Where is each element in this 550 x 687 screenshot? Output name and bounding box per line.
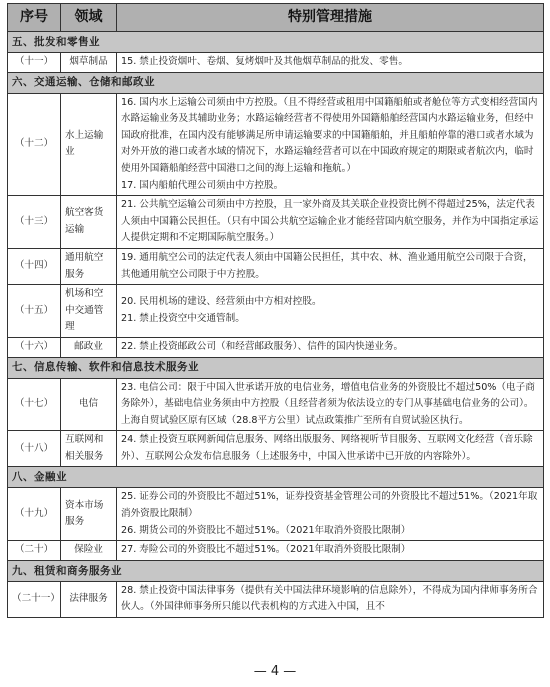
row-seq: （十二）: [8, 93, 61, 196]
row-measures: [117, 196, 544, 249]
section-title: 七、信息传输、软件和信息技术服务业: [8, 357, 544, 378]
table-row: [8, 581, 544, 617]
col-measures-header: 特别管理措施: [117, 4, 544, 32]
row-seq: （二十）: [8, 541, 61, 561]
row-measures: [117, 541, 544, 561]
measure-item: 23. 电信公司：限于中国入世承诺开放的电信业务，增值电信业务的外资股比不超过50%（电子商务除外），基础电信业务须由中方控股（且经营者须为依法设立的专门从事基础电信业务的公司）。上海自贸试验区原有区域（28.8平方公里）试点政策推广至所有自贸试验区执行。: [121, 381, 535, 426]
row-measures: [117, 337, 544, 357]
table-row: [8, 248, 544, 284]
section-row: [8, 467, 544, 488]
measure-item: 20. 民用机场的建设、经营须由中方相对控股。: [121, 296, 322, 308]
measure-item: 19. 通用航空公司的法定代表人须由中国籍公民担任，其中农、林、渔业通用航空公司限于合资，其他通用航空公司限于中方控股。: [121, 251, 533, 280]
table-row: [8, 541, 544, 561]
measure-item: 21. 公共航空运输公司须由中方控股，且一家外商及其关联企业投资比例不得超过25%，法定代表人须由中国籍公民担任。（只有中国公共航空运输企业才能经营国内航空服务，并作为中国指定承运人提供定期和不定期国际航空服务。）: [121, 199, 539, 244]
section-title: 八、金融业: [8, 467, 544, 488]
measures-table: [7, 3, 544, 618]
measure-item: 24. 禁止投资互联网新闻信息服务、网络出版服务、网络视听节目服务、互联网文化经营（音乐除外）、互联网公众发布信息服务（上述服务中，中国入世承诺中已开放的内容除外）。: [121, 434, 533, 462]
measure-item: 26. 期货公司的外资股比不超过51%。（2021年取消外资股比限制）: [121, 524, 411, 536]
row-field: 互联网和相关服务: [61, 431, 117, 467]
row-measures: [117, 93, 544, 196]
row-field: 航空客货运输: [61, 196, 117, 249]
header-row: [8, 4, 544, 32]
row-field: 水上运输业: [61, 93, 117, 196]
row-measures: [117, 285, 544, 338]
row-field: 法律服务: [61, 581, 117, 617]
table-row: [8, 285, 544, 338]
row-field: 通用航空服务: [61, 248, 117, 284]
section-row: [8, 560, 544, 581]
col-field-header: 领域: [61, 4, 117, 32]
table-row: [8, 53, 544, 73]
section-row: [8, 72, 544, 93]
section-title: 九、租赁和商务服务业: [8, 560, 544, 581]
row-seq: （十八）: [8, 431, 61, 467]
section-title: 六、交通运输、仓储和邮政业: [8, 72, 544, 93]
section-row: [8, 32, 544, 53]
row-seq: （十六）: [8, 337, 61, 357]
measure-item: 27. 寿险公司的外资股比不超过51%。（2021年取消外资股比限制）: [121, 544, 411, 556]
row-measures: [117, 53, 544, 73]
table-row: [8, 378, 544, 431]
col-seq-header: 序号: [8, 4, 61, 32]
row-field: 资本市场服务: [61, 488, 117, 541]
row-seq: （十五）: [8, 285, 61, 338]
table-row: [8, 196, 544, 249]
section-row: [8, 357, 544, 378]
table-row: [8, 431, 544, 467]
row-seq: （十四）: [8, 248, 61, 284]
row-measures: [117, 378, 544, 431]
row-field: 烟草制品: [61, 53, 117, 73]
row-measures: [117, 488, 544, 541]
row-field: 电信: [61, 378, 117, 431]
row-seq: （十九）: [8, 488, 61, 541]
row-seq: （十七）: [8, 378, 61, 431]
measure-item: 25. 证券公司的外资股比不超过51%，证券投资基金管理公司的外资股比不超过51%。（2021年取消外资股比限制）: [121, 491, 538, 520]
row-field: 机场和空中交通管理: [61, 285, 117, 338]
measure-item: 21. 禁止投资空中交通管制。: [121, 313, 245, 325]
table-row: [8, 93, 544, 196]
row-seq: （十一）: [8, 53, 61, 73]
row-seq: （二十一）: [8, 581, 61, 617]
table-row: [8, 337, 544, 357]
measure-item: 17. 国内船舶代理公司须由中方控股。: [121, 179, 284, 191]
measure-item: 15. 禁止投资烟叶、卷烟、复烤烟叶及其他烟草制品的批发、零售。: [121, 56, 408, 67]
measure-item: 16. 国内水上运输公司须由中方控股。（且不得经营或租用中国籍船舶或者舱位等方式变相经营国内水路运输业务及其辅助业务；水路运输经营者不得使用外国籍船舶经营国内水路运输业务，但经中国政府批准，在国内没有能够满足所申请运输要求的中国籍船舶，并且船舶停靠的港口或者水域为对外开放的港口或者水域的情况下，水路运输经营者可以在中国政府规定的期限或者航次内，临时使用外国籍船舶经营中国港口之间的海上运输和拖航。）: [121, 96, 538, 174]
row-measures: [117, 431, 544, 467]
row-field: 保险业: [61, 541, 117, 561]
table-row: [8, 488, 544, 541]
row-seq: （十三）: [8, 196, 61, 249]
row-measures: [117, 248, 544, 284]
page-number: — 4 —: [253, 664, 297, 679]
row-measures: [117, 581, 544, 617]
section-title: 五、批发和零售业: [8, 32, 544, 53]
row-field: 邮政业: [61, 337, 117, 357]
measure-item: 28. 禁止投资中国法律事务（提供有关中国法律环境影响的信息除外），不得成为国内律师事务所合伙人。（外国律师事务所只能以代表机构的方式进入中国，且不: [121, 584, 538, 613]
measure-item: 22. 禁止投资邮政公司（和经营邮政服务）、信件的国内快递业务。: [121, 340, 404, 352]
